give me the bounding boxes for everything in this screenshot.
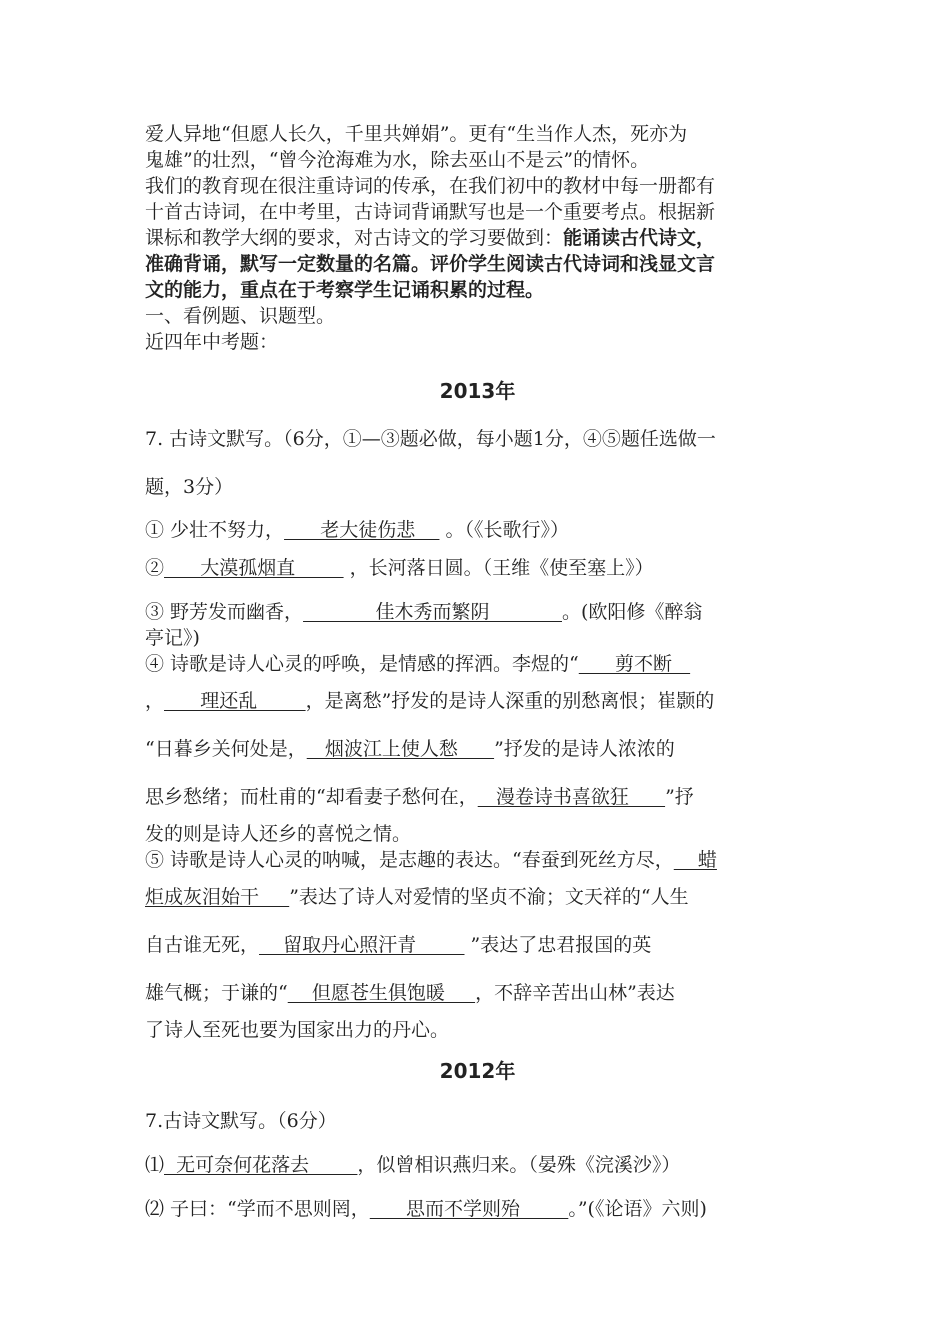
- item-text: ⑵ 子曰：“学而不思则罔，: [145, 1198, 370, 1220]
- item-2013-5-line-2: [145, 873, 810, 921]
- item-text: ，不辞辛苦出山林”表达: [475, 982, 675, 1004]
- intro-line-8: 一、看例题、识题型。: [145, 305, 336, 327]
- intro-line-7: 文的能力，重点在于考察学生记诵积累的过程。: [145, 279, 545, 301]
- item-text: ③ 野芳发而幽香，: [145, 601, 304, 623]
- item-2013-5-line-3: [145, 921, 810, 969]
- intro-line-4: 十首古诗词，在中考里，古诗词背诵默写也是一个重要考点。根据新: [145, 201, 716, 223]
- item-2013-3-line-1: [145, 599, 810, 625]
- item-text: ，: [145, 690, 165, 712]
- item-text: 。（《长歌行》）: [439, 519, 569, 541]
- item-2013-5-line-5: 了诗人至死也要为国家出力的丹心。: [145, 1019, 450, 1041]
- heading-2012: 2012年: [439, 1059, 516, 1083]
- item-text: ⑤ 诗歌是诗人心灵的呐喊，是志趣的表达。“春蚕到死丝方尽，: [145, 849, 674, 871]
- answer-blank: 无可奈何花落去: [164, 1154, 358, 1176]
- intro-line-1: 爱人异地“但愿人长久，千里共婵娟”。更有“生当作人杰，死亦为: [145, 123, 688, 145]
- answer-blank: 剪不断: [578, 653, 691, 675]
- item-text: 。”(《论语》六则): [568, 1198, 707, 1220]
- item-2013-4-line-5: 发的则是诗人还乡的喜悦之情。: [145, 823, 412, 845]
- item-text: ②: [145, 557, 165, 579]
- item-text: ① 少壮不努力，: [145, 519, 285, 541]
- answer-blank: 烟波江上使人愁: [306, 738, 495, 760]
- item-text: “日暮乡关何处是，: [145, 738, 307, 760]
- answer-blank: 漫卷诗书喜欲狂: [477, 786, 666, 808]
- answer-blank: 炬成灰泪始干: [145, 886, 290, 908]
- item-text: ”表达了诗人对爱情的坚贞不渝；文天祥的“人生: [289, 886, 689, 908]
- intro-bold-text: 能诵读古代诗文，: [563, 227, 716, 249]
- item-text: 自古谁无死，: [145, 934, 260, 956]
- answer-blank: 蜡: [673, 849, 717, 871]
- item-text: ⑴: [145, 1154, 165, 1176]
- heading-2013: 2013年: [439, 379, 516, 403]
- document-page: [145, 121, 810, 1231]
- answer-blank: 但愿苍生俱饱暖: [287, 982, 476, 1004]
- intro-text: 课标和教学大纲的要求，对古诗文的学习要做到：: [145, 227, 564, 249]
- item-text: 雄气概；于谦的“: [145, 982, 288, 1004]
- answer-blank: 老大徒伤悲: [284, 519, 440, 541]
- item-2013-1: [145, 511, 810, 549]
- answer-blank: 留取丹心照汗青: [259, 934, 465, 956]
- item-2013-3-line-2: 亭记》): [145, 627, 200, 649]
- item-2013-5-line-4: [145, 969, 810, 1017]
- item-text: ”抒: [665, 786, 694, 808]
- intro-line-6: 准确背诵，默写一定数量的名篇。评价学生阅读古代诗词和浅显文言: [145, 253, 716, 275]
- intro-line-3: 我们的教育现在很注重诗词的传承，在我们初中的教材中每一册都有: [145, 175, 716, 197]
- item-2012-2: [145, 1187, 810, 1231]
- item-2013-4-line-2: [145, 677, 810, 725]
- item-2013-5-line-1: [145, 847, 810, 873]
- q7-2012: 7.古诗文默写。（6分）: [145, 1110, 337, 1132]
- intro-line-9: 近四年中考题：: [145, 331, 279, 353]
- intro-line-5: [145, 225, 810, 251]
- item-text: ，似曾相识燕归来。（晏殊《浣溪沙》）: [357, 1154, 681, 1176]
- item-text: ④ 诗歌是诗人心灵的呼唤，是情感的挥洒。李煜的“: [145, 653, 579, 675]
- item-2013-4-line-4: [145, 773, 810, 821]
- item-2013-2: [145, 549, 810, 587]
- answer-blank: 理还乱: [164, 690, 306, 712]
- answer-blank: 思而不学则殆: [369, 1198, 569, 1220]
- item-text: ”表达了忠君报国的英: [464, 934, 652, 956]
- item-text: ”抒发的是诗人浓浓的: [494, 738, 675, 760]
- item-2012-1: [145, 1143, 810, 1187]
- q7-2013-line-2: 题，3分）: [145, 476, 234, 498]
- item-text: ，长河落日圆。（王维《使至塞上》）: [343, 557, 654, 579]
- intro-line-2: 鬼雄”的壮烈，“曾今沧海难为水，除去巫山不是云”的情怀。: [145, 149, 650, 171]
- item-2013-4-line-3: [145, 725, 810, 773]
- answer-blank: 大漠孤烟直: [164, 557, 344, 579]
- item-text: 。(欧阳修《醉翁: [562, 601, 703, 623]
- item-2013-4-line-1: [145, 651, 810, 677]
- q7-2013-line-1: 7. 古诗文默写。（6分，①—③题必做，每小题1分，④⑤题任选做一: [145, 428, 716, 450]
- answer-blank: 佳木秀而繁阴: [303, 601, 562, 623]
- item-text: 思乡愁绪；而杜甫的“却看妻子愁何在，: [145, 786, 478, 808]
- item-text: ，是离愁”抒发的是诗人深重的别愁离恨；崔颢的: [305, 690, 715, 712]
